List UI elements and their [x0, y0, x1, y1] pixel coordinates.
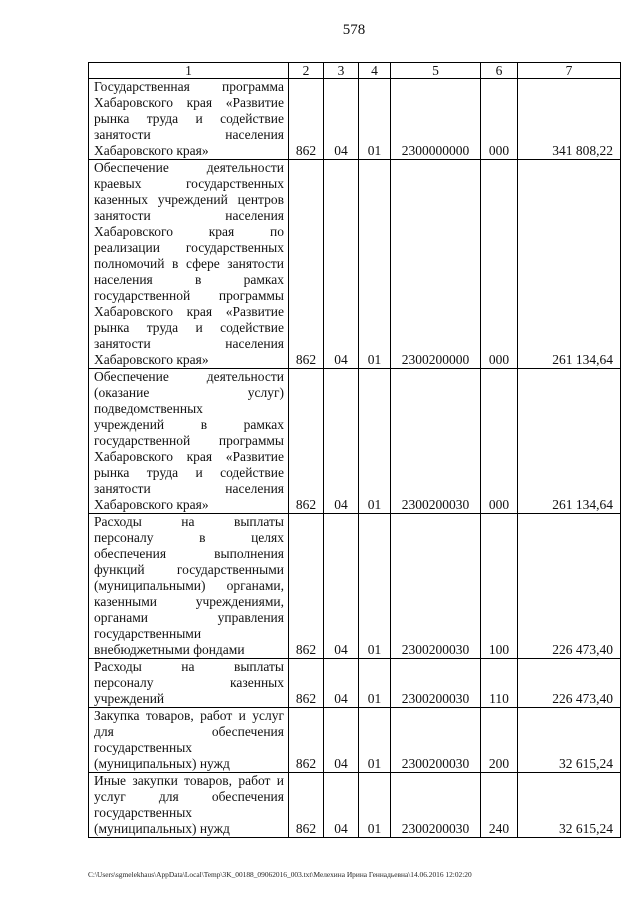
description-line: персоналу в целях [94, 530, 284, 545]
description-line: краевых государственных [94, 176, 284, 191]
table-row [89, 79, 621, 160]
ministry-code-cell: 862 [289, 160, 324, 369]
description-line: Обеспечение деятельности [94, 369, 284, 384]
description-line: Хабаровского края по [94, 224, 284, 239]
expense-kind-cell: 200 [481, 708, 518, 773]
section-cell: 04 [324, 659, 359, 708]
expense-kind-cell: 100 [481, 514, 518, 659]
description-line: казенных учреждений центров [94, 192, 284, 207]
description-line: Закупка товаров, работ и услуг [94, 708, 284, 723]
amount-cell: 261 134,64 [518, 369, 621, 514]
section-cell: 04 [324, 369, 359, 514]
description-line: внебюджетными фондами [94, 642, 245, 657]
ministry-code-cell: 862 [289, 659, 324, 708]
column-header-7: 7 [518, 63, 621, 79]
section-cell: 04 [324, 514, 359, 659]
table-row [89, 659, 621, 708]
description-line: Иные закупки товаров, работ и [94, 773, 284, 788]
row-description [89, 773, 289, 838]
description-line: (муниципальными) органами, [94, 578, 284, 593]
target-article-cell: 2300200030 [391, 514, 481, 659]
description-line: государственной программы [94, 433, 284, 448]
description-line: для обеспечения [94, 724, 284, 739]
description-line: Хабаровского края» [94, 352, 209, 367]
ministry-code-cell: 862 [289, 514, 324, 659]
section-cell: 04 [324, 773, 359, 838]
description-line: Хабаровского края» [94, 143, 209, 158]
description-line: функций государственными [94, 562, 284, 577]
description-line: Расходы на выплаты [94, 514, 284, 529]
target-article-cell: 2300200030 [391, 708, 481, 773]
description-line: рынка труда и содействие [94, 111, 284, 126]
description-line: занятости населения [94, 336, 284, 351]
table-body [89, 79, 621, 838]
expense-kind-cell: 000 [481, 79, 518, 160]
description-line: государственных [94, 740, 193, 755]
target-article-cell: 2300200030 [391, 773, 481, 838]
description-line: (муниципальных) нужд [94, 756, 230, 771]
subsection-cell: 01 [359, 369, 391, 514]
description-line: персоналу казенных [94, 675, 284, 690]
section-cell: 04 [324, 160, 359, 369]
target-article-cell: 2300200000 [391, 160, 481, 369]
description-line: занятости населения [94, 481, 284, 496]
description-line: органами управления [94, 610, 284, 625]
target-article-cell: 2300200030 [391, 659, 481, 708]
description-line: Хабаровского края» [94, 497, 209, 512]
table-row [89, 369, 621, 514]
description-line: занятости населения [94, 208, 284, 223]
row-description [89, 708, 289, 773]
table-header [89, 63, 621, 79]
expense-kind-cell: 110 [481, 659, 518, 708]
budget-table [88, 62, 621, 838]
ministry-code-cell: 862 [289, 369, 324, 514]
expense-kind-cell: 240 [481, 773, 518, 838]
expense-kind-cell: 000 [481, 369, 518, 514]
section-cell: 04 [324, 79, 359, 160]
description-line: государственной программы [94, 288, 284, 303]
expense-kind-cell: 000 [481, 160, 518, 369]
description-line: подведомственных [94, 401, 203, 416]
description-line: Хабаровского края «Развитие [94, 304, 284, 319]
column-header-3: 3 [324, 63, 359, 79]
description-line: учреждений в рамках [94, 417, 284, 432]
description-line: (муниципальных) нужд [94, 821, 230, 836]
amount-cell: 32 615,24 [518, 708, 621, 773]
file-path-footer: C:\Users\sgmelekhaus\AppData\Local\Temp\3K_00188_09062016_003.txt\Мелехина Ирина Геннадьевна\14.06.2016 12:02:20 [88, 870, 472, 879]
ministry-code-cell: 862 [289, 79, 324, 160]
table-row [89, 708, 621, 773]
description-line: Хабаровского края «Развитие [94, 449, 284, 464]
row-description [89, 659, 289, 708]
description-line: услуг для обеспечения [94, 789, 284, 804]
table-row [89, 160, 621, 369]
ministry-code-cell: 862 [289, 708, 324, 773]
page-number: 578 [342, 22, 366, 38]
description-line: Хабаровского края «Развитие [94, 95, 284, 110]
description-line: полномочий в сфере занятости [94, 256, 284, 271]
description-line: рынка труда и содействие [94, 465, 284, 480]
description-line: обеспечения выполнения [94, 546, 284, 561]
description-line: рынка труда и содействие [94, 320, 284, 335]
description-line: учреждений [94, 691, 165, 706]
description-line: Обеспечение деятельности [94, 160, 284, 175]
description-line: реализации государственных [94, 240, 284, 255]
ministry-code-cell: 862 [289, 773, 324, 838]
amount-cell: 341 808,22 [518, 79, 621, 160]
description-line: государственных [94, 805, 193, 820]
table-row [89, 514, 621, 659]
column-header-6: 6 [481, 63, 518, 79]
row-description [89, 369, 289, 514]
table-row [89, 773, 621, 838]
subsection-cell: 01 [359, 79, 391, 160]
amount-cell: 226 473,40 [518, 659, 621, 708]
subsection-cell: 01 [359, 659, 391, 708]
column-header-5: 5 [391, 63, 481, 79]
description-line: казенными учреждениями, [94, 594, 284, 609]
subsection-cell: 01 [359, 160, 391, 369]
subsection-cell: 01 [359, 514, 391, 659]
description-line: занятости населения [94, 127, 284, 142]
row-description [89, 514, 289, 659]
subsection-cell: 01 [359, 708, 391, 773]
column-header-1: 1 [89, 63, 289, 79]
description-line: Расходы на выплаты [94, 659, 284, 674]
amount-cell: 226 473,40 [518, 514, 621, 659]
amount-cell: 261 134,64 [518, 160, 621, 369]
description-line: (оказание услуг) [94, 385, 284, 400]
target-article-cell: 2300000000 [391, 79, 481, 160]
row-description [89, 79, 289, 160]
amount-cell: 32 615,24 [518, 773, 621, 838]
row-description [89, 160, 289, 369]
description-line: Государственная программа [94, 79, 284, 94]
column-header-2: 2 [289, 63, 324, 79]
column-header-4: 4 [359, 63, 391, 79]
header-row [89, 63, 621, 79]
description-line: населения в рамках [94, 272, 284, 287]
description-line: государственными [94, 626, 202, 641]
subsection-cell: 01 [359, 773, 391, 838]
target-article-cell: 2300200030 [391, 369, 481, 514]
section-cell: 04 [324, 708, 359, 773]
